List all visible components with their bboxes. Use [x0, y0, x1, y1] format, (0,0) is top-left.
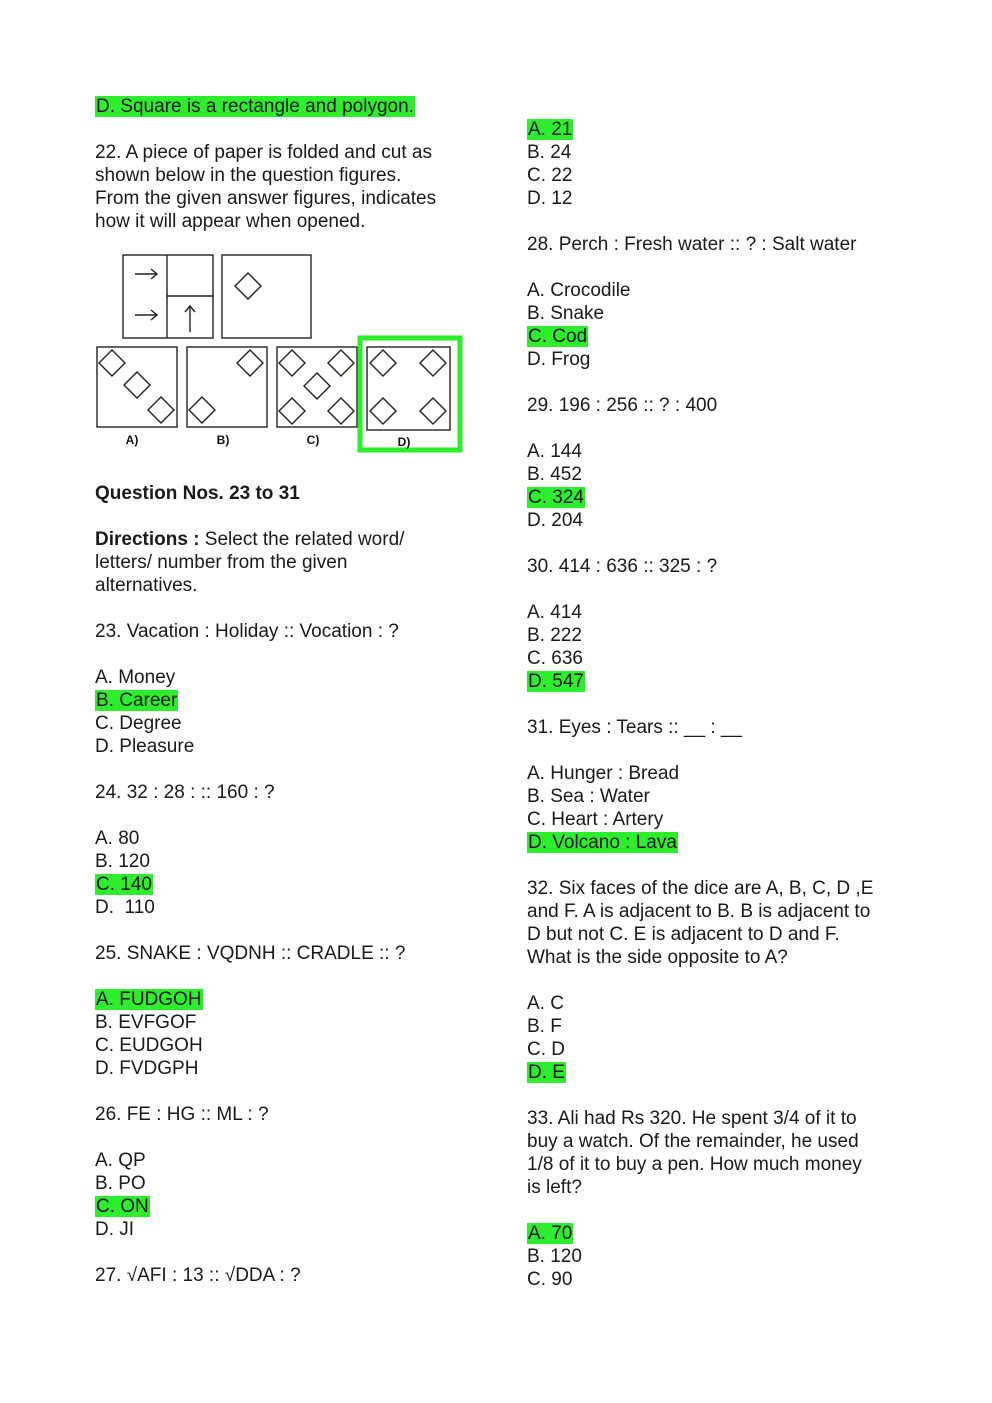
q29-option-a: A. 144	[527, 441, 582, 462]
section-title: Question Nos. 23 to 31	[95, 483, 300, 504]
q31-option-a: A. Hunger : Bread	[527, 763, 680, 784]
q23-option-d: D. Pleasure	[95, 736, 195, 757]
q27-option-d: D. 12	[527, 188, 573, 209]
q32-line-4: What is the side opposite to A?	[527, 947, 788, 968]
q30-option-b: B. 222	[527, 625, 582, 646]
q31-option-b: B. Sea : Water	[527, 786, 650, 807]
q33-line-2: buy a watch. Of the remainder, he used	[527, 1131, 859, 1152]
diamond-icon	[304, 373, 330, 399]
correct-answer-box	[360, 338, 460, 450]
q22-line-2: shown below in the question figures.	[95, 165, 402, 186]
q22-line-4: how it will appear when opened.	[95, 211, 366, 232]
right-arrow-icon	[135, 269, 157, 279]
q30-option-c: C. 636	[527, 648, 583, 669]
q32-line-1: 32. Six faces of the dice are A, B, C, D ,E	[527, 878, 874, 899]
q27-option-b: B. 24	[527, 142, 572, 163]
q26-question: 26. FE : HG :: ML : ?	[95, 1104, 269, 1125]
q32-option-a: A. C	[527, 993, 564, 1014]
q24-option-d: D. 110	[95, 897, 155, 918]
q23-option-a: A. Money	[95, 667, 176, 688]
q33-line-1: 33. Ali had Rs 320. He spent 3/4 of it to	[527, 1108, 857, 1129]
q33-option-a: A. 70	[528, 1223, 573, 1244]
answer-figure-d	[367, 347, 450, 430]
figure-label-a: A)	[125, 433, 139, 447]
q22-line-3: From the given answer figures, indicates	[95, 188, 437, 209]
q28-question: 28. Perch : Fresh water :: ? : Salt water	[527, 234, 857, 255]
q33-line-3: 1/8 of it to buy a pen. How much money	[527, 1154, 862, 1175]
q23-option-c: C. Degree	[95, 713, 182, 734]
figure-label-c: C)	[306, 433, 320, 447]
diamond-icon	[148, 397, 174, 423]
q32-option-b: B. F	[527, 1016, 562, 1037]
q26-option-b: B. PO	[95, 1173, 146, 1194]
q28-option-a: A. Crocodile	[527, 280, 631, 301]
q32-line-2: and F. A is adjacent to B. B is adjacent to	[527, 901, 871, 922]
diamond-icon	[279, 350, 305, 376]
q26-option-d: D. JI	[95, 1219, 135, 1240]
q32-option-c: C. D	[527, 1039, 565, 1060]
diamond-icon	[420, 350, 446, 376]
figure-label-b: B)	[216, 433, 230, 447]
q33-line-4: is left?	[527, 1177, 582, 1198]
q27-question: 27. √AFI : 13 :: √DDA : ?	[95, 1265, 301, 1286]
q25-option-c: C. EUDGOH	[95, 1035, 203, 1056]
q26-option-c: C. ON	[96, 1196, 149, 1217]
q27-option-c: C. 22	[527, 165, 573, 186]
q28-option-b: B. Snake	[527, 303, 605, 324]
q22-line-1: 22. A piece of paper is folded and cut as	[95, 142, 432, 163]
q25-question: 25. SNAKE : VQDNH :: CRADLE :: ?	[95, 943, 406, 964]
answer-figure-a	[97, 347, 215, 427]
diamond-icon	[370, 398, 396, 424]
diamond-icon	[237, 350, 263, 376]
q29-option-c: C. 324	[528, 487, 584, 508]
directions-line-2: letters/ number from the given	[95, 552, 348, 573]
q25-option-b: B. EVFGOF	[95, 1012, 197, 1033]
q23-question: 23. Vacation : Holiday :: Vocation : ?	[95, 621, 399, 642]
q24-question: 24. 32 : 28 : :: 160 : ?	[95, 782, 275, 803]
q24-option-b: B. 120	[95, 851, 150, 872]
q27-option-a: A. 21	[528, 119, 573, 140]
q25-option-d: D. FVDGPH	[95, 1058, 199, 1079]
up-arrow-icon	[185, 306, 195, 332]
q31-question: 31. Eyes : Tears :: __ : __	[527, 717, 743, 738]
q29-question: 29. 196 : 256 :: ? : 400	[527, 395, 718, 416]
right-arrow-icon	[135, 310, 157, 320]
q30-option-d: D. 547	[528, 671, 584, 692]
q28-option-d: D. Frog	[527, 349, 591, 370]
diamond-icon	[124, 372, 150, 398]
q25-option-a: A. FUDGOH	[96, 989, 202, 1010]
q28-option-c: C. Cod	[528, 326, 588, 347]
q26-option-a: A. QP	[95, 1150, 146, 1171]
diamond-icon	[99, 350, 125, 376]
diamond-icon	[279, 398, 305, 424]
answer-figure-c	[277, 347, 357, 427]
q29-option-d: D. 204	[527, 510, 583, 531]
q21-answer: D. Square is a rectangle and polygon.	[96, 96, 414, 117]
diamond-icon	[189, 397, 215, 423]
q30-question: 30. 414 : 636 :: 325 : ?	[527, 556, 718, 577]
diamond-icon	[328, 398, 354, 424]
q23-option-b: B. Career	[96, 690, 178, 711]
question-figure-cut	[222, 255, 311, 338]
q33-option-c: C. 90	[527, 1269, 573, 1290]
q29-option-b: B. 452	[527, 464, 582, 485]
directions-line-3: alternatives.	[95, 575, 198, 596]
answer-figure-b	[187, 347, 267, 427]
q33-option-b: B. 120	[527, 1246, 582, 1267]
q31-option-c: C. Heart : Artery	[527, 809, 664, 830]
diamond-cut-icon	[235, 273, 261, 299]
q32-line-3: D but not C. E is adjacent to D and F.	[527, 924, 840, 945]
q24-option-c: C. 140	[96, 874, 152, 895]
directions-line-1: Directions : Select the related word/	[95, 529, 405, 550]
q32-option-d: D. E	[528, 1062, 565, 1083]
q31-option-d: D. Volcano : Lava	[528, 832, 677, 853]
question-figure-fold	[123, 255, 213, 338]
diamond-icon	[420, 398, 446, 424]
q30-option-a: A. 414	[527, 602, 582, 623]
diamond-icon	[328, 350, 354, 376]
diamond-icon	[370, 350, 396, 376]
figure-label-d: D)	[397, 435, 411, 449]
q22-figure	[95, 252, 465, 454]
q24-option-a: A. 80	[95, 828, 140, 849]
